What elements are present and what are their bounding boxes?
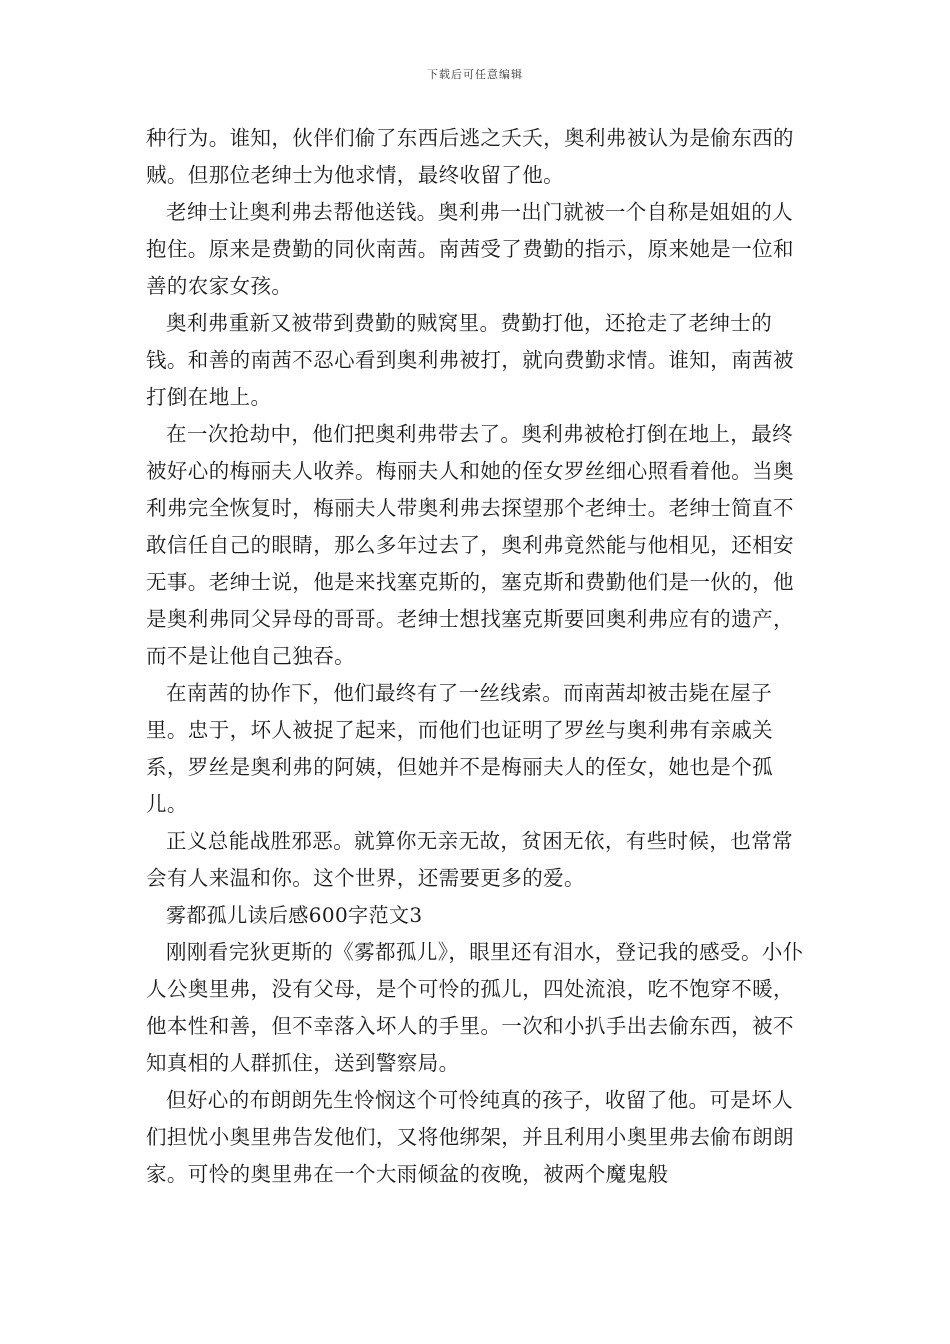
paragraph-3: 奥利弗重新又被带到费勤的贼窝里。费勤打他，还抢走了老绅士的钱。和善的南茜不忍心看到奥利弗被打，就向费勤求情。谁知，南茜被打倒在地上。 bbox=[146, 311, 794, 409]
paragraph-1: 种行为。谁知，伙伴们偷了东西后逃之夭夭，奥利弗被认为是偷东西的贼。但那位老绅士为他求情，最终收留了他。 bbox=[146, 126, 794, 187]
paragraph-4: 在一次抢劫中，他们把奥利弗带去了。奥利弗被枪打倒在地上，最终被好心的梅丽夫人收养。梅丽夫人和她的侄女罗丝细心照看着他。当奥利弗完全恢复时，梅丽夫人带奥利弗去探望那个老绅士。老绅士简直不敢信任自己的眼睛，那么多年过去了，奥利弗竟然能与他相见，还相安无事。老绅士说，他是来找塞克斯的，塞克斯和费勤他们是一伙的，他是奥利弗同父异母的哥哥。老绅士想找塞克斯要回奥利弗应有的遗产，而不是让他自己独吞。 bbox=[146, 422, 794, 668]
page-header: 下载后可任意编辑 bbox=[427, 68, 523, 81]
paragraph-8: 但好心的布朗朗先生怜悯这个可怜纯真的孩子，收留了他。可是坏人们担忧小奥里弗告发他们，又将他绑架，并且利用小奥里弗去偷布朗朗家。可怜的奥里弗在一个大雨倾盆的夜晚，被两个魔鬼般 bbox=[146, 1088, 794, 1186]
document-body bbox=[146, 120, 810, 1193]
section-heading: 雾都孤儿读后感600字范文3 bbox=[166, 903, 423, 927]
paragraph-6: 正义总能战胜邪恶。就算你无亲无故，贫困无依，有些时候，也常常会有人来温和你。这个世界，还需要更多的爱。 bbox=[146, 829, 793, 890]
paragraph-2: 老绅士让奥利弗去帮他送钱。奥利弗一出门就被一个自称是姐姐的人抱住。原来是费勤的同伙南茜。南茜受了费勤的指示，原来她是一位和善的农家女孩。 bbox=[146, 200, 794, 298]
paragraph-5: 在南茜的协作下，他们最终有了一丝线索。而南茜却被击毙在屋子里。忠于，坏人被捉了起来，而他们也证明了罗丝与奥利弗有亲戚关系，罗丝是奥利弗的阿姨，但她并不是梅丽夫人的侄女，她也是个孤儿。 bbox=[146, 681, 773, 816]
paragraph-7: 刚刚看完狄更斯的《雾都孤儿》，眼里还有泪水，登记我的感受。小仆人公奥里弗，没有父母，是个可怜的孤儿，四处流浪，吃不饱穿不暖，他本性和善，但不幸落入坏人的手里。一次和小扒手出去偷东西，被不知真相的人群抓住，送到警察局。 bbox=[146, 940, 804, 1075]
